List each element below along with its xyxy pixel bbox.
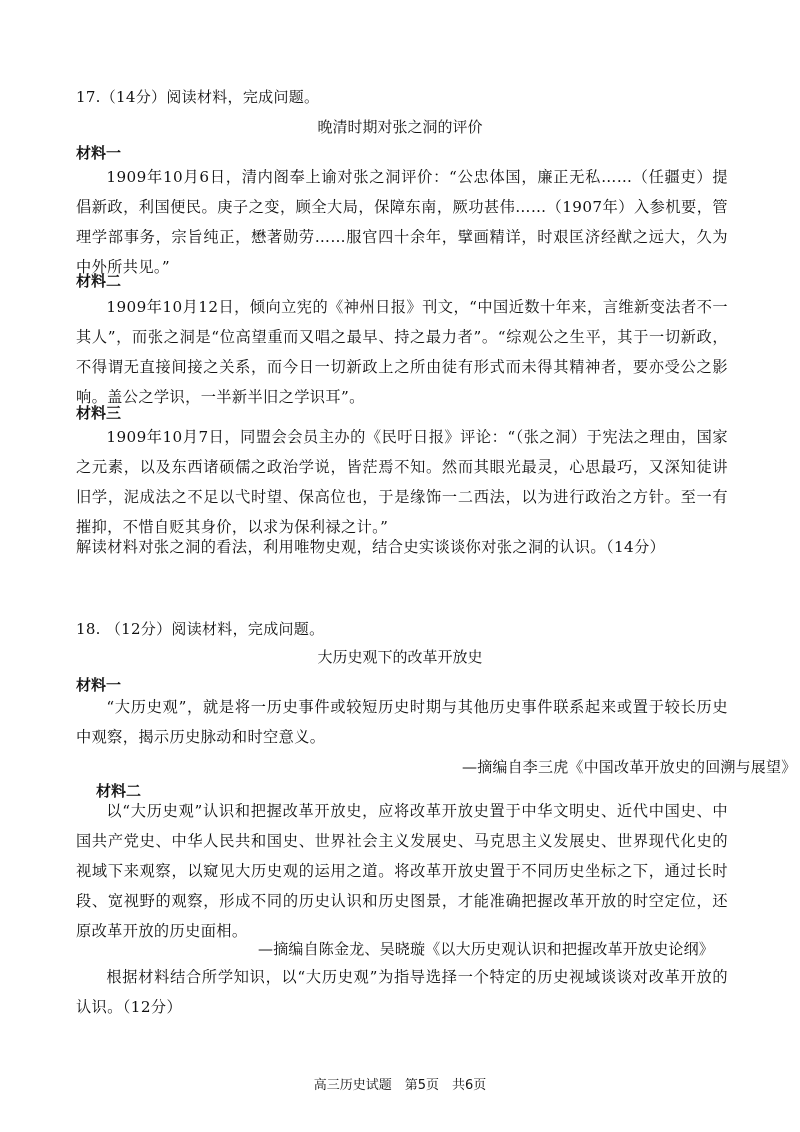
q18-material-2-text: 以“大历史观”认识和把握改革开放史，应将改革开放史置于中华文明史、近代中国史、中国共产党史、中华人民共和国史、世界社会主义发展史、马克思主义发展史、世界现代化史的视域下来观察，以窥见大历史观的运用之道。将改革开放史置于不同历史坐标之下，通过长时段、宽视野的观察，形成不同的历史认识和历史图景，才能准确把握改革开放的时空定位，还原改革开放的历史面相。 xyxy=(76,802,728,940)
q17-material-3-text: 1909年10月7日，同盟会会员主办的《民吁日报》评论：“（张之洞）于宪法之理由，国家之元素，以及东西诸硕儒之政治学说，皆茫焉不知。然而其眼光最灵，心思最巧，又深知徒讲旧学，泥成法之不足以弋时望、保高位也，于是缘饰一二西法，以为进行政治之方针。至一有摧抑，不惜自贬其身价，以求为保利禄之计。” xyxy=(76,428,728,536)
q18-material-2-label: 材料二 xyxy=(96,782,142,800)
question-18-prompt: 根据材料结合所学知识，以“大历史观”为指导选择一个特定的历史视域谈谈对改革开放的认识。（12分） xyxy=(76,968,728,1016)
q17-material-2-text: 1909年10月12日，倾向立宪的《神州日报》刊文，“中国近数十年来，言维新变法者不一其人”，而张之洞是“位高望重而又唱之最早、持之最力者”。“综观公之生平，其于一切新政，不得谓无直接间接之关系，而今日一切新政上之所由徒有形式而未得其精神者，要亦受公之影响。盖公之学识，一半新半旧之学识耳”。 xyxy=(76,298,728,406)
q18-material-1-label: 材料一 xyxy=(76,676,122,694)
q17-material-1-text: 1909年10月6日，清内阁奉上谕对张之洞评价：“公忠体国，廉正无私……（任疆吏）提倡新政，利国便民。庚子之变，顾全大局，保障东南，厥功甚伟……（1907年）入参机要，管理学部事务，宗旨纯正，懋著勋劳……服官四十余年，擘画精详，时艰匡济经猷之远大，久为中外所共见。” xyxy=(76,168,728,276)
question-17-title: 晚清时期对张之洞的评价 xyxy=(317,118,483,136)
question-17-header: 17.（14分）阅读材料，完成问题。 xyxy=(76,88,320,106)
question-17-prompt: 解读材料对张之洞的看法，利用唯物史观，结合史实谈谈你对张之洞的认识。（14分） xyxy=(76,538,666,556)
q17-material-1-label: 材料一 xyxy=(76,144,122,162)
q17-material-3-label: 材料三 xyxy=(76,404,122,422)
question-18-title: 大历史观下的改革开放史 xyxy=(317,648,483,666)
q17-material-2-label: 材料二 xyxy=(76,272,122,290)
q18-material-2-source: —摘编自陈金龙、吴晓璇《以大历史观认识和把握改革开放史论纲》 xyxy=(258,940,715,958)
q18-material-1-source: —摘编自李三虎《中国改革开放史的回溯与展望》 xyxy=(462,758,797,776)
question-18-header: 18. （12分）阅读材料，完成问题。 xyxy=(76,620,325,638)
page-footer: 高三历史试题 第5页 共6页 xyxy=(313,1078,487,1093)
q18-material-1-text: “大历史观”，就是将一历史事件或较短历史时期与其他历史事件联系起来或置于较长历史中观察，揭示历史脉动和时空意义。 xyxy=(76,698,728,746)
